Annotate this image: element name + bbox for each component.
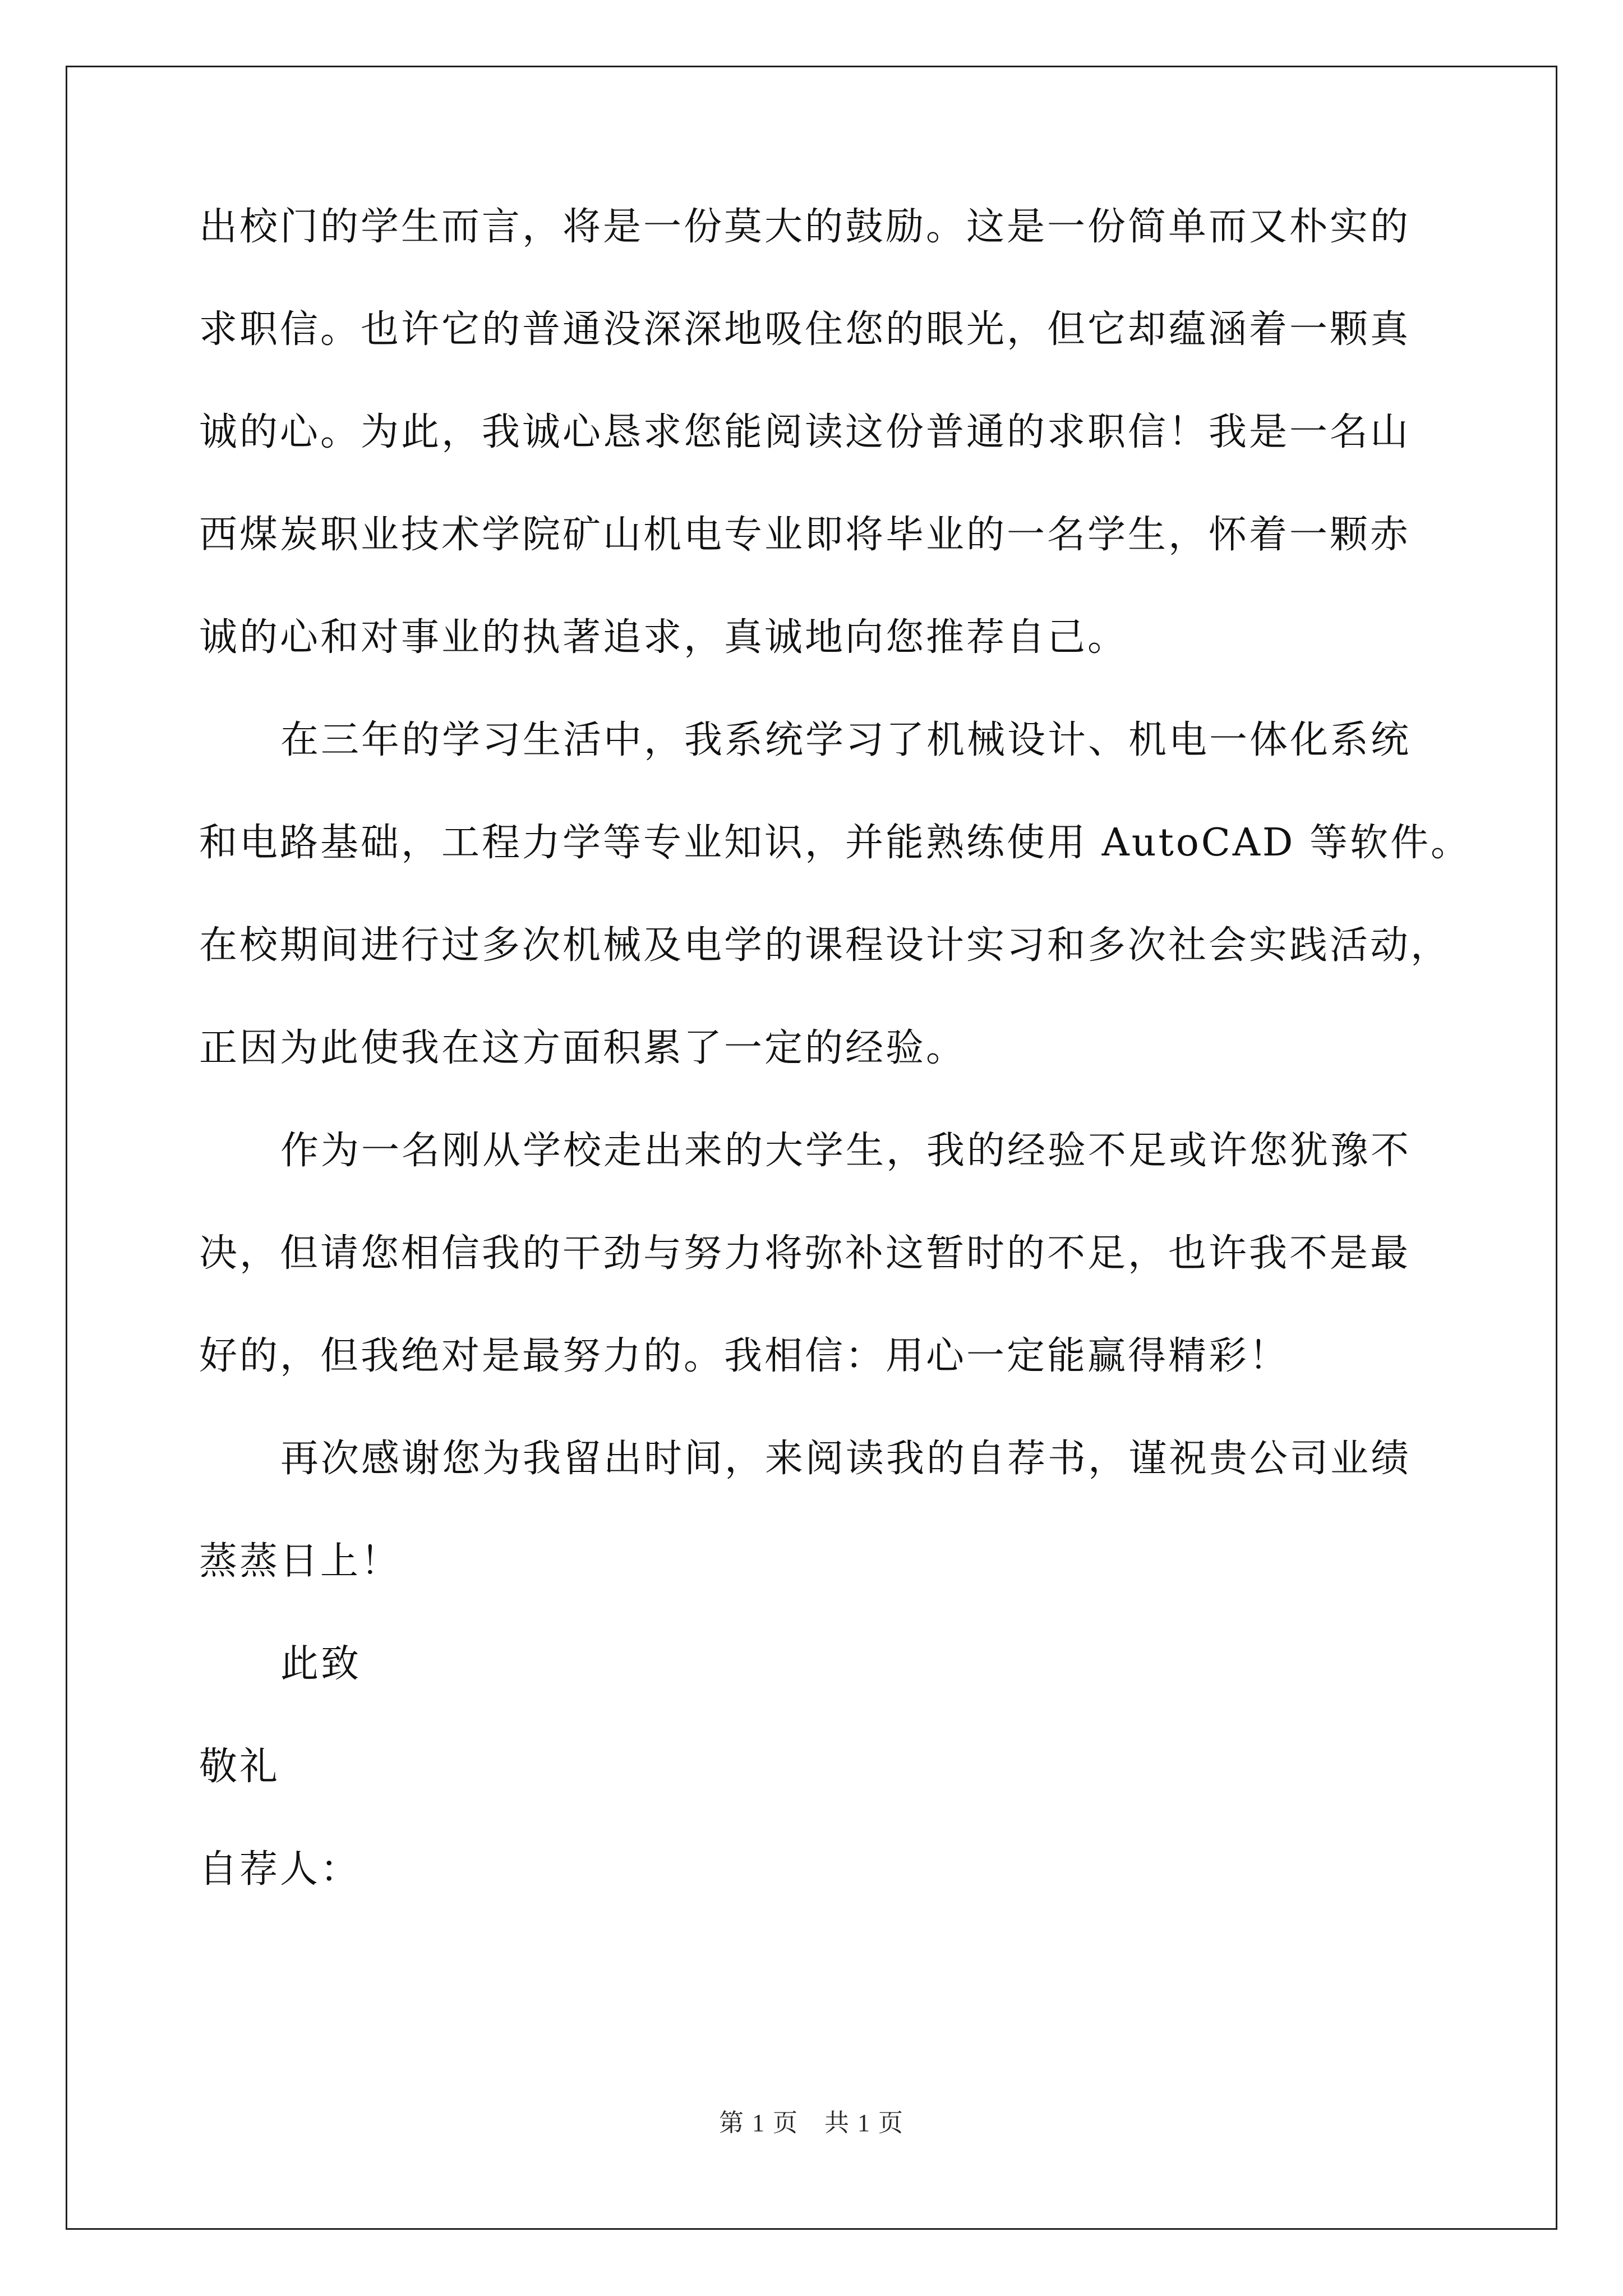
text-line: 求职信。也许它的普通没深深地吸住您的眼光，但它却蕴涵着一颗真 [199,307,1411,352]
text-line: 正因为此使我在这方面积累了一定的经验。 [199,1026,967,1070]
text-line: 在校期间进行过多次机械及电学的课程设计实习和多次社会实践活动， [199,923,1451,968]
text-line: 诚的心。为此，我诚心恳求您能阅读这份普通的求职信！我是一名山 [199,410,1411,454]
text-line: 诚的心和对事业的执著追求，真诚地向您推荐自己。 [199,615,1128,660]
text-line: 蒸蒸日上！ [199,1539,402,1584]
text-line: 和电路基础，工程力学等专业知识，并能熟练使用 AutoCAD 等软件。 [199,821,1472,865]
paragraph-start-line: 再次感谢您为我留出时间，来阅读我的自荐书，谨祝贵公司业绩 [280,1437,1412,1481]
closing-regards: 敬礼 [199,1745,280,1789]
closing-salutation: 此致 [280,1642,362,1686]
text-line: 好的，但我绝对是最努力的。我相信：用心一定能赢得精彩！ [199,1334,1290,1378]
text-line: 决，但请您相信我的干劲与努力将弥补这暂时的不足，也许我不是最 [199,1231,1411,1276]
text-line: 出校门的学生而言，将是一份莫大的鼓励。这是一份简单而又朴实的 [199,205,1411,249]
page-number: 第 1 页 共 1 页 [719,2109,904,2137]
paragraph-start-line: 在三年的学习生活中，我系统学习了机械设计、机电一体化系统 [280,718,1412,762]
signature-label: 自荐人： [199,1847,361,1892]
paragraph-start-line: 作为一名刚从学校走出来的大学生，我的经验不足或许您犹豫不 [280,1129,1412,1173]
text-line: 西煤炭职业技术学院矿山机电专业即将毕业的一名学生，怀着一颗赤 [199,513,1411,557]
